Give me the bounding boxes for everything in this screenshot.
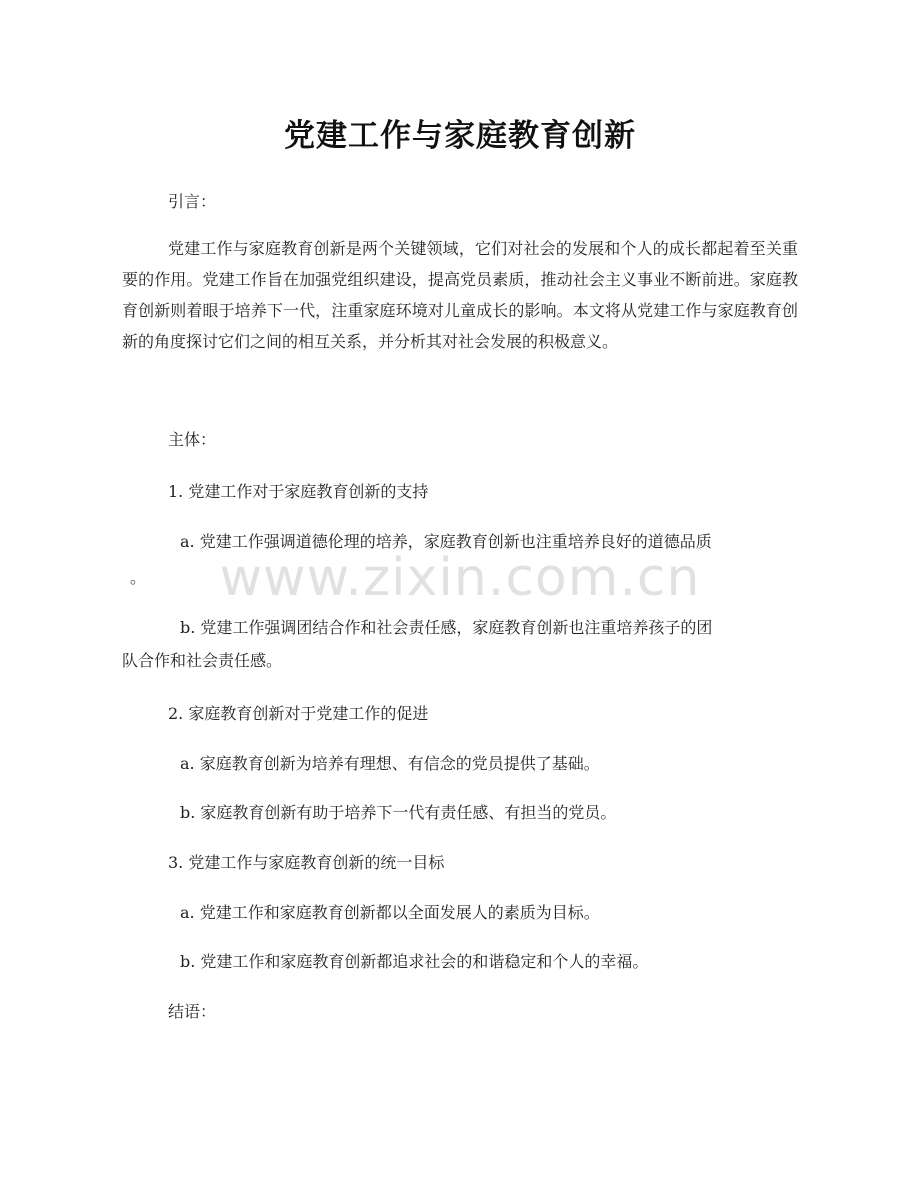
section-3-heading: 3. 党建工作与家庭教育创新的统一目标 xyxy=(168,853,445,872)
section-2-item-a: a. 家庭教育创新为培养有理想、有信念的党员提供了基础。 xyxy=(180,754,600,773)
section-1-heading: 1. 党建工作对于家庭教育创新的支持 xyxy=(168,482,429,501)
section-1-item-b: b. 党建工作强调团结合作和社会责任感，家庭教育创新也注重培养孩子的团 xyxy=(180,618,713,637)
section-3-item-a: a. 党建工作和家庭教育创新都以全面发展人的素质为目标。 xyxy=(180,903,600,922)
intro-paragraph: 党建工作与家庭教育创新是两个关键领域，它们对社会的发展和个人的成长都起着至关重要的作用。党建工作旨在加强党组织建设，提高党员素质，推动社会主义事业不断前进。家庭教育创新则着眼于培养下一代，注重家庭环境对儿童成长的影响。本文将从党建工作与家庭教育创新的角度探讨它们之间的相互关系，并分析其对社会发展的积极意义。 xyxy=(122,239,798,351)
conclusion-heading: 结语： xyxy=(168,1002,217,1021)
intro-heading: 引言： xyxy=(168,192,217,211)
document-title: 党建工作与家庭教育创新 xyxy=(284,118,636,154)
section-1-item-a: a. 党建工作强调道德伦理的培养，家庭教育创新也注重培养良好的道德品质 xyxy=(180,532,712,551)
main-heading: 主体： xyxy=(168,430,217,449)
section-1-item-a-continuation: 。 xyxy=(130,568,147,587)
watermark: www.zixin.com.cn xyxy=(219,548,701,608)
section-2-item-b: b. 家庭教育创新有助于培养下一代有责任感、有担当的党员。 xyxy=(180,803,617,822)
section-1-item-b-continuation: 队合作和社会责任感。 xyxy=(122,651,283,670)
section-3-item-b: b. 党建工作和家庭教育创新都追求社会的和谐稳定和个人的幸福。 xyxy=(180,952,649,971)
section-2-heading: 2. 家庭教育创新对于党建工作的促进 xyxy=(168,704,429,723)
